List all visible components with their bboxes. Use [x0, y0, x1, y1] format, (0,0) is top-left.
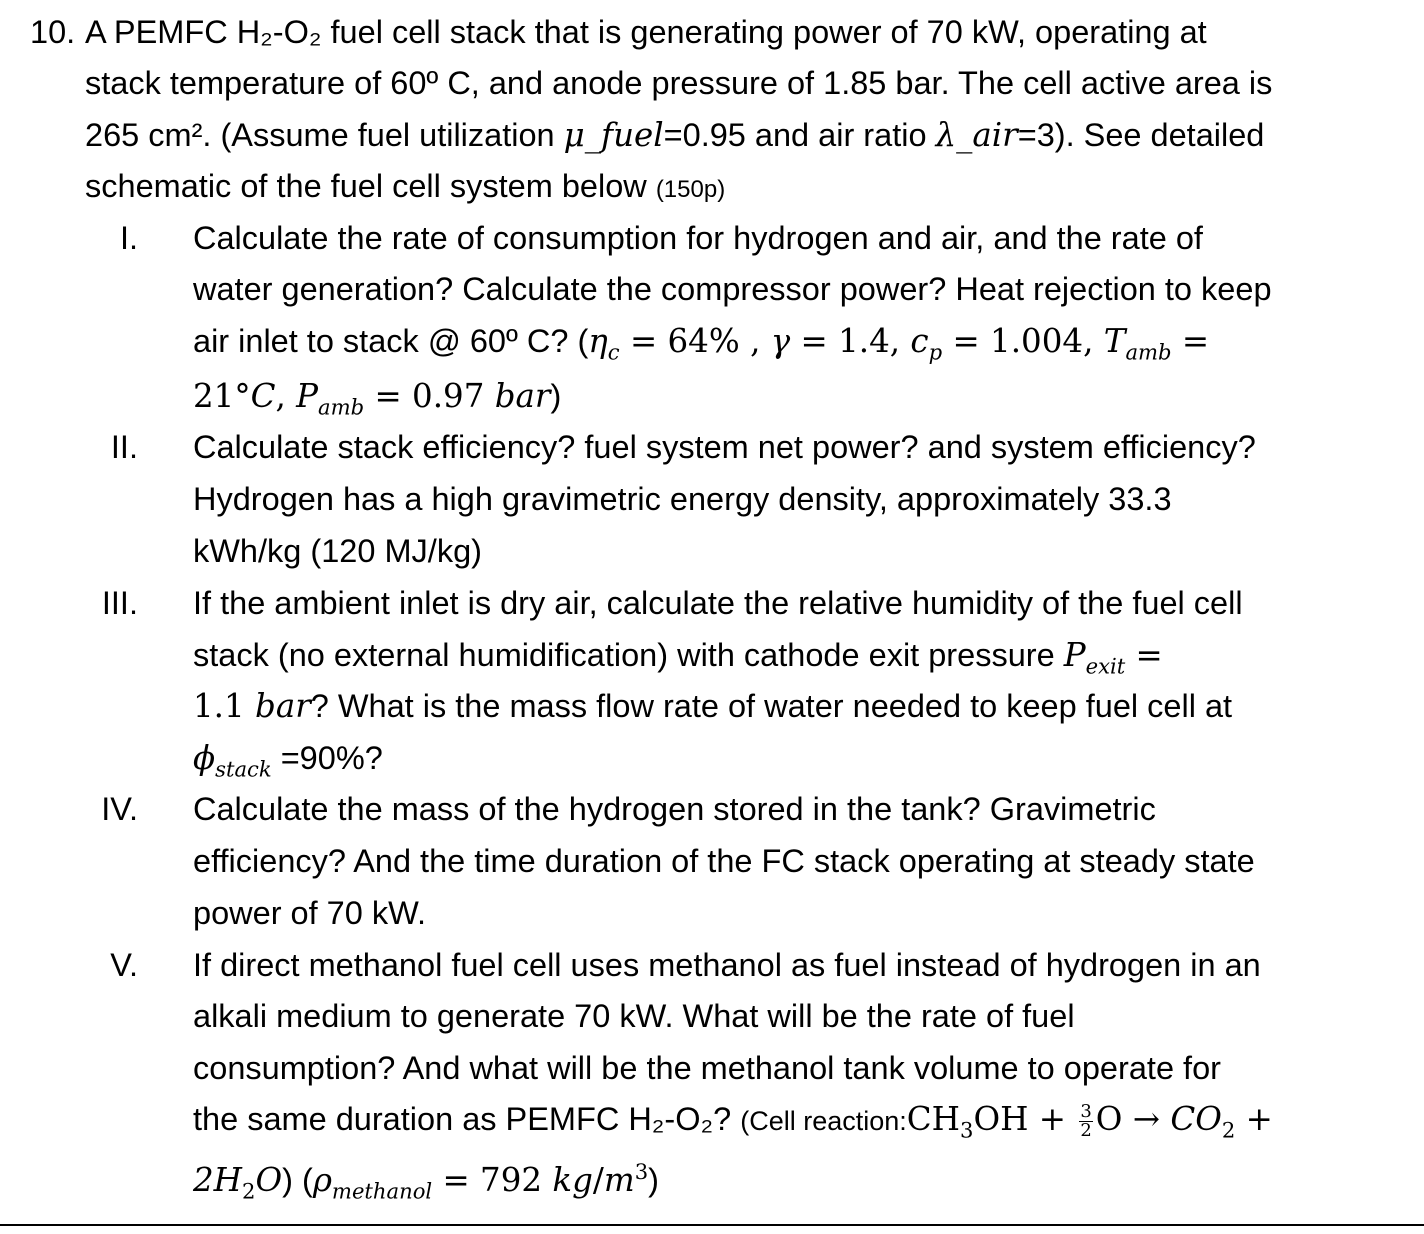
p-exit-symbol: P	[1063, 636, 1086, 674]
bar-unit: bar	[255, 687, 311, 725]
part-iv-line-3: power of 70 kW.	[193, 895, 427, 931]
fraction-numerator: 3	[1080, 1100, 1092, 1122]
ch3oh-formula-rest: OH +	[973, 1100, 1077, 1138]
part-label-i: I.	[119, 220, 138, 256]
intro-text: 265 cm². (Assume fuel utilization	[85, 117, 564, 153]
part-v-text: )	[648, 1162, 659, 1198]
part-label-iv: IV.	[101, 791, 138, 827]
part-iii-line-3	[193, 686, 1232, 726]
part-v-text: the same duration as PEMFC H₂-O₂?	[193, 1101, 741, 1137]
part-iii-text: stack (no external humidification) with cathode exit pressure	[193, 637, 1064, 673]
intro-line-2: stack temperature of 60º C, and anode pressure of 1.85 bar. The cell active area is	[85, 65, 1273, 101]
part-i-math: =	[1171, 322, 1210, 360]
fuel-utilization-symbol: μ_fuel	[563, 116, 664, 154]
part-iii-line-2	[193, 635, 1163, 679]
part-iii-math: =	[1125, 636, 1163, 674]
t-amb-symbol: T	[1103, 322, 1126, 360]
intro-text: =3). See detailed	[1017, 117, 1265, 153]
p-amb-symbol: P	[296, 377, 319, 415]
part-i-math: = 1.4,	[790, 322, 911, 360]
part-ii-line-3: kWh/kg (120 MJ/kg)	[193, 533, 482, 569]
part-ii-line-1: Calculate stack efficiency? fuel system net power? and system efficiency?	[193, 429, 1256, 465]
part-v-text: ) (	[282, 1162, 313, 1198]
part-v-line-4	[193, 1099, 1273, 1141]
part-i-line-1: Calculate the rate of consumption for hydrogen and air, and the rate of	[193, 220, 1203, 256]
part-iv-line-2: efficiency? And the time duration of the FC stack operating at steady state	[193, 843, 1255, 879]
fraction-denominator: 2	[1080, 1119, 1092, 1141]
oxygen-arrow: O →	[1095, 1100, 1171, 1138]
problem-number: 10.	[30, 14, 76, 50]
part-v-line-2: alkali medium to generate 70 kW. What will be the rate of fuel	[193, 998, 1075, 1034]
gamma-symbol: γ	[770, 322, 791, 360]
p-exit-subscript: exit	[1085, 653, 1126, 679]
part-iv-line-1: Calculate the mass of the hydrogen stored in the tank? Gravimetric	[193, 791, 1156, 827]
part-i-text: air inlet to stack @ 60º C? (	[193, 323, 589, 359]
ch3oh-subscript: 3	[960, 1117, 974, 1143]
rho-subscript: methanol	[331, 1178, 433, 1204]
part-label-v: V.	[110, 947, 138, 983]
phi-symbol: ϕ	[193, 739, 216, 777]
p-amb-subscript: amb	[318, 394, 365, 420]
ch3oh-formula: CH	[906, 1100, 961, 1138]
part-iii-text: =90%?	[271, 740, 383, 776]
density-value: = 792	[432, 1161, 553, 1199]
co2-formula: CO	[1170, 1100, 1222, 1138]
part-v-line-3: consumption? And what will be the methanol tank volume to operate for	[193, 1050, 1221, 1086]
cp-subscript: p	[928, 339, 943, 365]
bottom-rule	[0, 1224, 1424, 1226]
part-label-ii: II.	[110, 429, 138, 465]
phi-subscript: stack	[215, 756, 272, 782]
part-iii-line-1: If the ambient inlet is dry air, calculate the relative humidity of the fuel cell	[193, 585, 1243, 621]
intro-text: schematic of the fuel cell system below	[85, 168, 656, 204]
intro-text: =0.95 and air ratio	[663, 117, 936, 153]
part-i-text: )	[550, 378, 562, 414]
intro-line-3	[85, 115, 1264, 155]
rho-symbol: ρ	[312, 1161, 332, 1199]
part-v-line-1: If direct methanol fuel cell uses methanol as fuel instead of hydrogen in an	[193, 947, 1261, 983]
part-iii-math: 1.1	[193, 687, 256, 725]
part-iii-line-4	[193, 738, 383, 782]
part-i-math: = 1.004,	[942, 322, 1104, 360]
part-i-math: = 0.97	[364, 377, 495, 415]
part-i-math: 21°	[193, 377, 251, 415]
part-v-line-5	[193, 1159, 659, 1204]
plus-sign: +	[1235, 1100, 1273, 1138]
three-halves-fraction	[1079, 1100, 1092, 1141]
kg-unit: kg	[552, 1161, 593, 1199]
eta-symbol: η	[588, 322, 608, 360]
t-amb-subscript: amb	[1125, 339, 1172, 365]
cp-symbol: c	[910, 322, 929, 360]
cubic-superscript: 3	[634, 1159, 649, 1185]
air-ratio-symbol: λ_air	[935, 116, 1018, 154]
part-iii-text: ? What is the mass flow rate of water needed to keep fuel cell at	[310, 688, 1233, 724]
part-i-math: ,	[275, 377, 297, 415]
slash: /	[592, 1161, 604, 1199]
part-label-iii: III.	[101, 585, 138, 621]
bar-unit: bar	[494, 377, 551, 415]
part-i-line-2: water generation? Calculate the compressor power? Heat rejection to keep	[193, 271, 1272, 307]
h2o-formula: 2H	[193, 1161, 243, 1199]
intro-line-4	[85, 166, 725, 210]
part-i-math: = 64% ,	[619, 322, 771, 360]
celsius-symbol: C	[250, 377, 276, 415]
co2-subscript: 2	[1221, 1117, 1236, 1143]
m-unit: m	[603, 1161, 635, 1199]
points-label: (150p)	[655, 176, 726, 203]
h2o-subscript: 2	[242, 1178, 256, 1204]
intro-line-1: A PEMFC H₂-O₂ fuel cell stack that is generating power of 70 kW, operating at	[85, 14, 1207, 50]
cell-reaction-label: (Cell reaction:	[740, 1106, 907, 1136]
part-i-line-4	[193, 376, 562, 420]
part-i-line-3	[193, 321, 1210, 365]
eta-subscript: c	[607, 339, 620, 365]
part-ii-line-2: Hydrogen has a high gravimetric energy density, approximately 33.3	[193, 481, 1172, 517]
h2o-formula-rest: O	[255, 1161, 283, 1199]
